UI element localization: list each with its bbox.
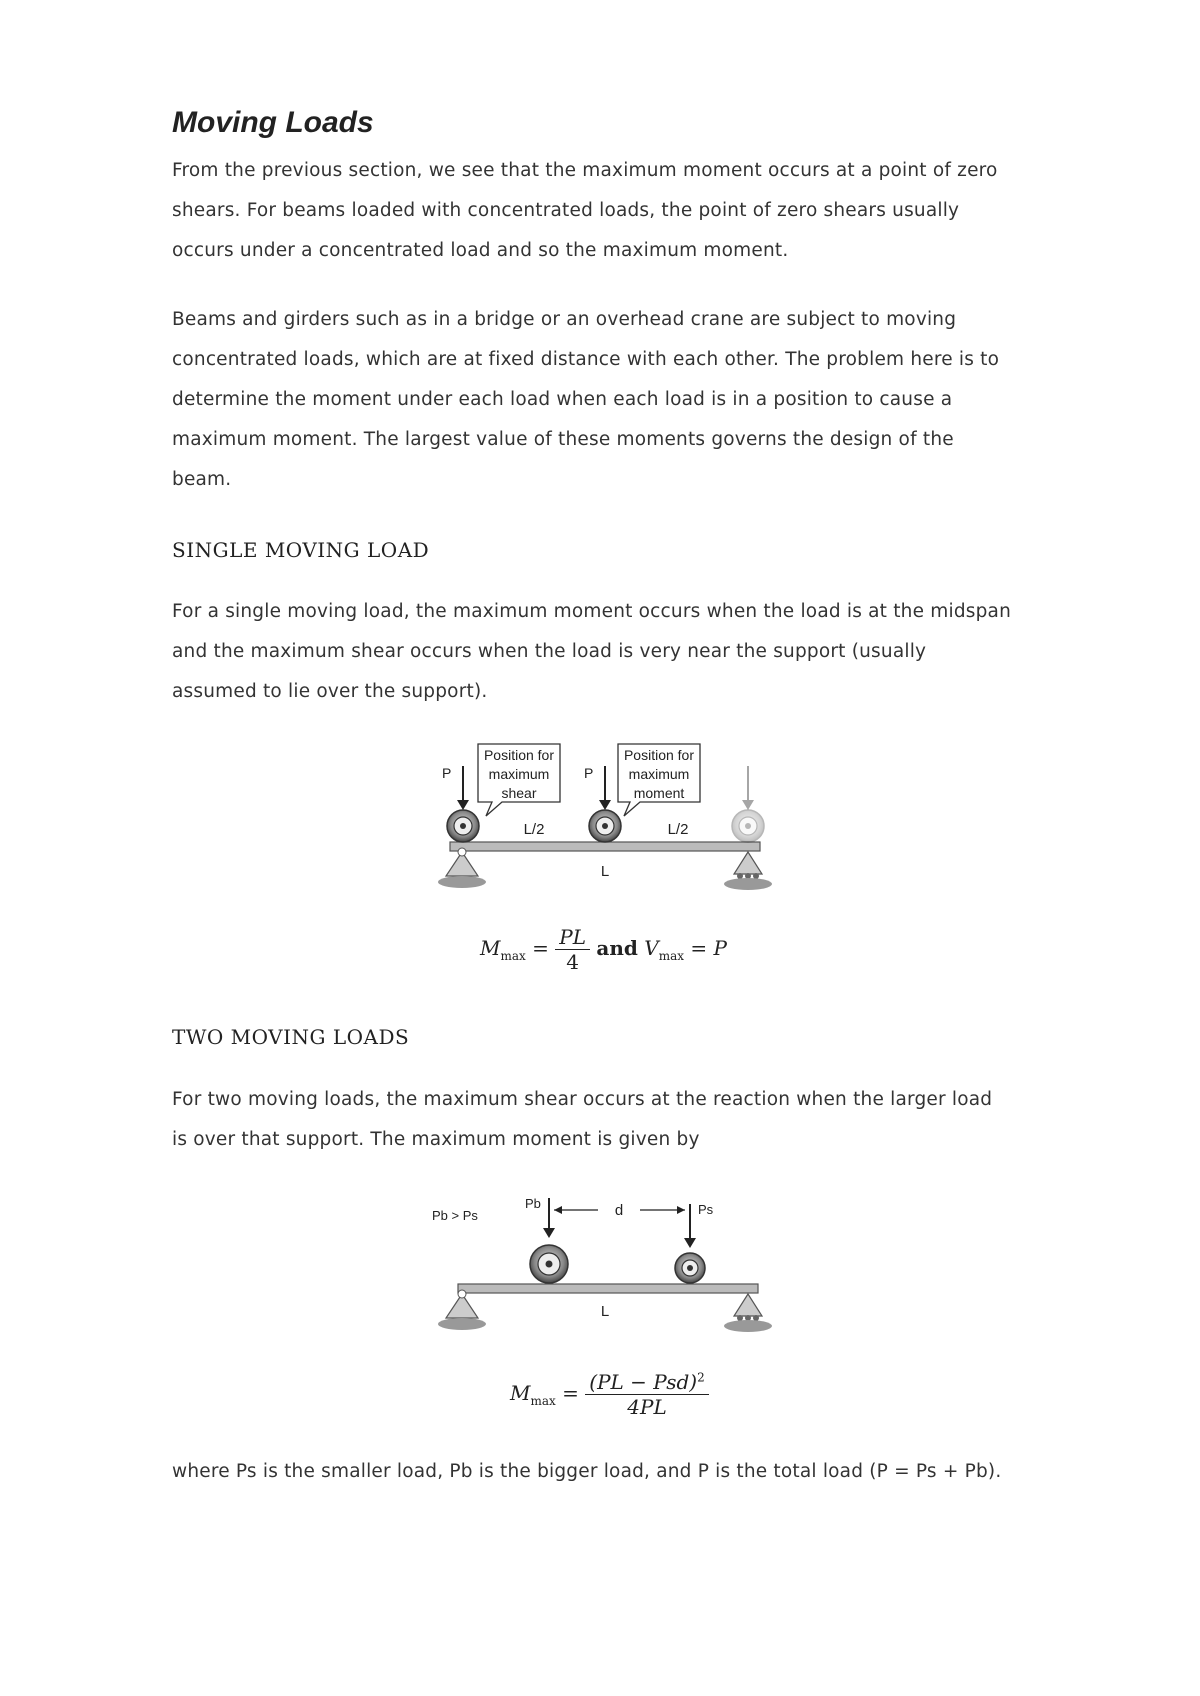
text-line: is over that support. The maximum moment is given by <box>172 1129 700 1150</box>
text-line: Beams and girders such as in a bridge or an overhead crane are subject to moving <box>172 309 957 330</box>
text-line: For two moving loads, the maximum shear occurs at the reaction when the larger load <box>172 1089 993 1110</box>
callout-text: shear <box>501 785 537 801</box>
single-formula <box>480 925 727 974</box>
wheel-smaller-load <box>675 1253 705 1283</box>
numerator-expression: (PL − Psd) <box>589 1370 698 1394</box>
callout-shear <box>478 744 560 816</box>
span-label: L <box>600 1303 610 1320</box>
load-condition-label: Pb > Ps <box>432 1208 478 1223</box>
load-label: P <box>442 765 452 781</box>
wheel-bigger-load <box>530 1245 568 1283</box>
fraction-denominator: 4 <box>566 950 580 974</box>
formula-symbol: P <box>713 936 727 960</box>
text-line: For a single moving load, the maximum moment occurs when the load is at the midspan <box>172 601 1012 622</box>
single-paragraph <box>172 592 1052 712</box>
formula-equals: = <box>690 936 708 960</box>
fraction-denominator: 4PL <box>627 1395 667 1419</box>
half-span-label: L/2 <box>667 821 689 838</box>
intro-paragraph-2 <box>172 300 1052 500</box>
formula-fraction <box>555 925 590 974</box>
wheel-moment-position <box>589 810 621 842</box>
wheel-ghost <box>732 810 764 842</box>
text-line: assumed to lie over the support). <box>172 681 488 702</box>
callout-text: Position for <box>483 747 555 763</box>
load-arrow <box>457 766 469 810</box>
text-line: determine the moment under each load when each load is in a position to cause a <box>172 389 953 410</box>
single-load-figure <box>430 740 780 900</box>
distance-label: d <box>614 1202 624 1219</box>
load-label: P <box>584 765 594 781</box>
fraction-numerator: PL <box>555 925 590 950</box>
formula-fraction <box>585 1370 708 1419</box>
formula-subscript: max <box>658 949 684 963</box>
callout-moment <box>618 744 700 816</box>
formula-subscript: max <box>530 1394 556 1408</box>
beam <box>450 842 760 851</box>
formula-symbol: V <box>644 936 659 960</box>
formula-equals: = <box>562 1381 579 1405</box>
text-line: concentrated loads, which are at fixed distance with each other. The problem here is to <box>172 349 1000 370</box>
callout-text: maximum <box>628 766 690 782</box>
text-line: occurs under a concentrated load and so the maximum moment. <box>172 240 789 261</box>
text-line: and the maximum shear occurs when the load is very near the support (usually <box>172 641 927 662</box>
intro-paragraph-1 <box>172 151 1052 271</box>
load-arrow <box>599 766 611 810</box>
formula-equals: = <box>532 936 549 960</box>
where-paragraph <box>172 1452 1052 1492</box>
page-title: Moving Loads <box>172 106 374 139</box>
numerator-exponent: 2 <box>697 1370 705 1385</box>
formula-conjunction: and <box>596 936 638 960</box>
callout-text: Position for <box>623 747 695 763</box>
half-span-label: L/2 <box>523 821 545 838</box>
two-formula <box>510 1370 709 1419</box>
smaller-load-label: Ps <box>698 1202 714 1217</box>
span-label: L <box>600 863 610 880</box>
text-line: From the previous section, we see that the maximum moment occurs at a point of zero <box>172 160 998 181</box>
roller-support <box>724 852 772 890</box>
section-heading-two: TWO MOVING LOADS <box>172 1025 410 1049</box>
formula-symbol: M <box>510 1381 531 1405</box>
bigger-load-label: Pb <box>525 1196 541 1211</box>
callout-text: maximum <box>488 766 550 782</box>
callout-text: moment <box>633 785 685 801</box>
formula-subscript: max <box>500 949 526 963</box>
two-paragraph <box>172 1080 1052 1160</box>
wheel-shear-position <box>447 810 479 842</box>
pin-support <box>438 1290 486 1330</box>
two-loads-figure <box>430 1190 780 1340</box>
load-arrow-ghost <box>742 766 754 810</box>
text-line: where Ps is the smaller load, Pb is the bigger load, and P is the total load (P = Ps + Pb). <box>172 1461 1002 1482</box>
section-heading-single: SINGLE MOVING LOAD <box>172 538 430 562</box>
formula-symbol: M <box>480 936 501 960</box>
fraction-numerator <box>585 1370 708 1395</box>
text-line: maximum moment. The largest value of these moments governs the design of the <box>172 429 954 450</box>
roller-support <box>724 1294 772 1332</box>
load-arrow-bigger <box>543 1198 555 1238</box>
text-line: shears. For beams loaded with concentrated loads, the point of zero shears usually <box>172 200 960 221</box>
pin-support <box>438 848 486 888</box>
text-line: beam. <box>172 469 232 490</box>
beam <box>458 1284 758 1293</box>
load-arrow-smaller <box>684 1204 696 1248</box>
